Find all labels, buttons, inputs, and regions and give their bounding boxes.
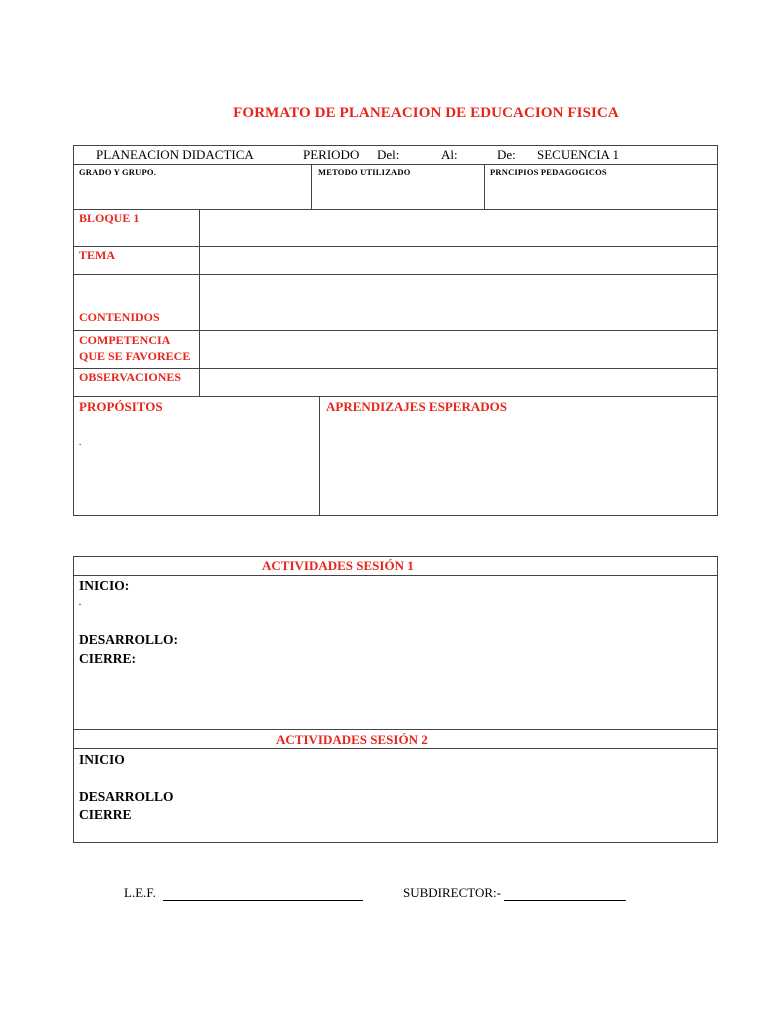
divider	[311, 164, 312, 209]
subdirector-signature	[403, 885, 626, 901]
divider	[73, 330, 718, 331]
bloque-label: BLOQUE 1	[79, 211, 140, 225]
principios-label: PRNCIPIOS PEDAGOGICOS	[490, 167, 607, 177]
del-label: Del:	[377, 147, 400, 162]
lef-label: L.E.F.	[124, 885, 156, 900]
session2-desarrollo: DESARROLLO	[79, 789, 174, 804]
session2-cierre: CIERRE	[79, 807, 132, 822]
periodo-label: PERIODO	[303, 147, 360, 162]
session1-header: ACTIVIDADES SESIÓN 1	[262, 558, 414, 573]
secuencia-label: SECUENCIA 1	[537, 147, 619, 162]
session1-desarrollo: DESARROLLO:	[79, 632, 179, 647]
divider	[199, 209, 200, 396]
lef-signature-line[interactable]	[163, 888, 363, 901]
propositos-mark: .	[79, 437, 82, 447]
session2-header: ACTIVIDADES SESIÓN 2	[276, 732, 428, 747]
de-label: De:	[497, 147, 516, 162]
propositos-label: PROPÓSITOS	[79, 399, 163, 414]
session1-cierre: CIERRE:	[79, 651, 137, 666]
contenidos-label: CONTENIDOS	[79, 310, 160, 324]
divider	[73, 246, 718, 247]
planeacion-label: PLANEACION DIDACTICA	[96, 147, 254, 162]
divider	[73, 396, 718, 397]
competencia-label-line2: QUE SE FAVORECE	[79, 349, 191, 363]
divider	[73, 748, 718, 749]
divider	[73, 575, 718, 576]
divider	[73, 209, 718, 210]
divider	[484, 164, 485, 209]
session1-mark: .	[79, 598, 81, 607]
subdirector-signature-line[interactable]	[504, 888, 626, 901]
competencia-label: COMPETENCIA	[79, 333, 171, 347]
divider	[73, 368, 718, 369]
al-label: Al:	[441, 147, 458, 162]
subdirector-label: SUBDIRECTOR:-	[403, 885, 501, 900]
lef-signature	[124, 885, 363, 901]
session2-inicio: INICIO	[79, 752, 125, 767]
session1-inicio: INICIO:	[79, 578, 130, 593]
divider	[73, 164, 718, 165]
grado-grupo-label: GRADO Y GRUPO.	[79, 167, 157, 177]
form-title: FORMATO DE PLANEACION DE EDUCACION FISICA	[233, 105, 619, 121]
divider	[319, 396, 320, 516]
divider	[73, 729, 718, 730]
metodo-label: METODO UTILIZADO	[318, 167, 411, 177]
divider	[73, 274, 718, 275]
aprendizajes-label: APRENDIZAJES ESPERADOS	[326, 399, 507, 414]
tema-label: TEMA	[79, 248, 115, 262]
observaciones-label: OBSERVACIONES	[79, 370, 182, 384]
